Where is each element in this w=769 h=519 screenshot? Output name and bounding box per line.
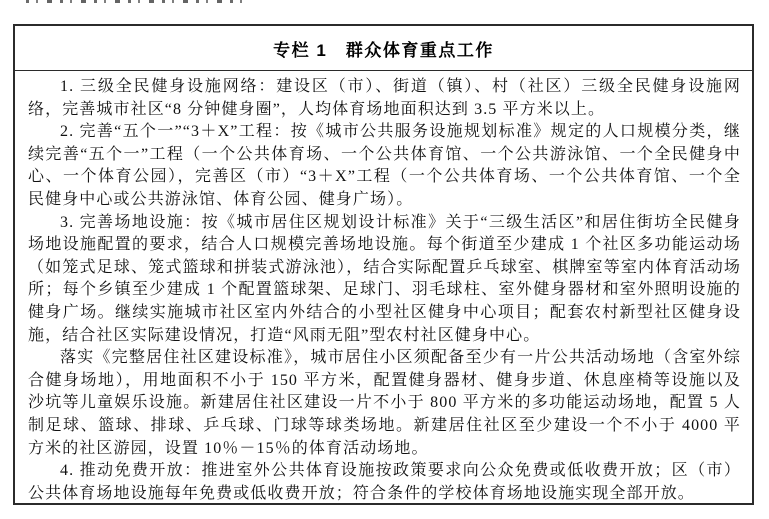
paragraph-facilities-network: 1. 三级全民健身设施网络：建设区（市）、街道（镇）、村（社区）三级全民健身设施网络，完善城市社区“8 分钟健身圈”，人均体育场地面积达到 3.5 平方米以上。 bbox=[28, 78, 741, 118]
column-box bbox=[13, 24, 754, 505]
paragraph-residential-standards: 落实《完整居住社区建设标准》，城市居住小区须配备至少有一片公共活动场地（含室外综合健身场地），用地面积不小于 150 平方米，配置健身器材、健身步道、休息座椅等设施以及沙坑等儿童娱乐设施。新建居住社区建设一片不小于 800 平方米的多功能运动场地，配置 5 人制足球、篮球、排球、乒乓球、门球等球类场地。新建居住社区至少建设一个不小于 4000 平方米的社区游园，设置 10％－15％的体育活动场地。 bbox=[28, 349, 741, 457]
paragraph-five-one-projects: 2. 完善“五个一”“3＋X”工程：按《城市公共服务设施规划标准》规定的人口规模分类，继续完善“五个一”工程（一个公共体育场、一个公共体育馆、一个公共游泳馆、一个全民健身中心、一个体育公园），完善区（市）“3＋X”工程（一个公共体育场、一个公共体育馆、一个全民健身中心或公共游泳馆、体育公园、健身广场）。 bbox=[28, 123, 741, 208]
paragraph-venue-facilities: 3. 完善场地设施：按《城市居住区规划设计标准》关于“三级生活区”和居住街坊全民健身场地设施配置的要求，结合人口规模完善场地设施。每个街道至少建成 1 个社区多功能运动场（如笼式足球、笼式篮球和拼装式游泳池），结合实际配置乒乓球室、棋牌室等室内体育活动场所；每个乡镇至少建成 1 个配置篮球架、足球门、羽毛球柱、室外健身器材和室外照明设施的健身广场。继续实施城市社区室内外结合的小型社区健身中心项目；配套农村新型社区健身设施，结合社区实际建设情况，打造“风雨无阻”型农村社区健身中心。 bbox=[28, 213, 741, 344]
clipped-text-fragment bbox=[26, 0, 248, 3]
column-body bbox=[15, 71, 752, 505]
column-title: 专栏 1 群众体育重点工作 bbox=[273, 40, 494, 60]
paragraph-free-opening: 4. 推动免费开放：推进室外公共体育设施按政策要求向公众免费或低收费开放；区（市）公共体育场地设施每年免费或低收费开放；符合条件的学校体育场地设施实现全部开放。 bbox=[28, 462, 741, 502]
column-title-bar bbox=[15, 26, 752, 71]
